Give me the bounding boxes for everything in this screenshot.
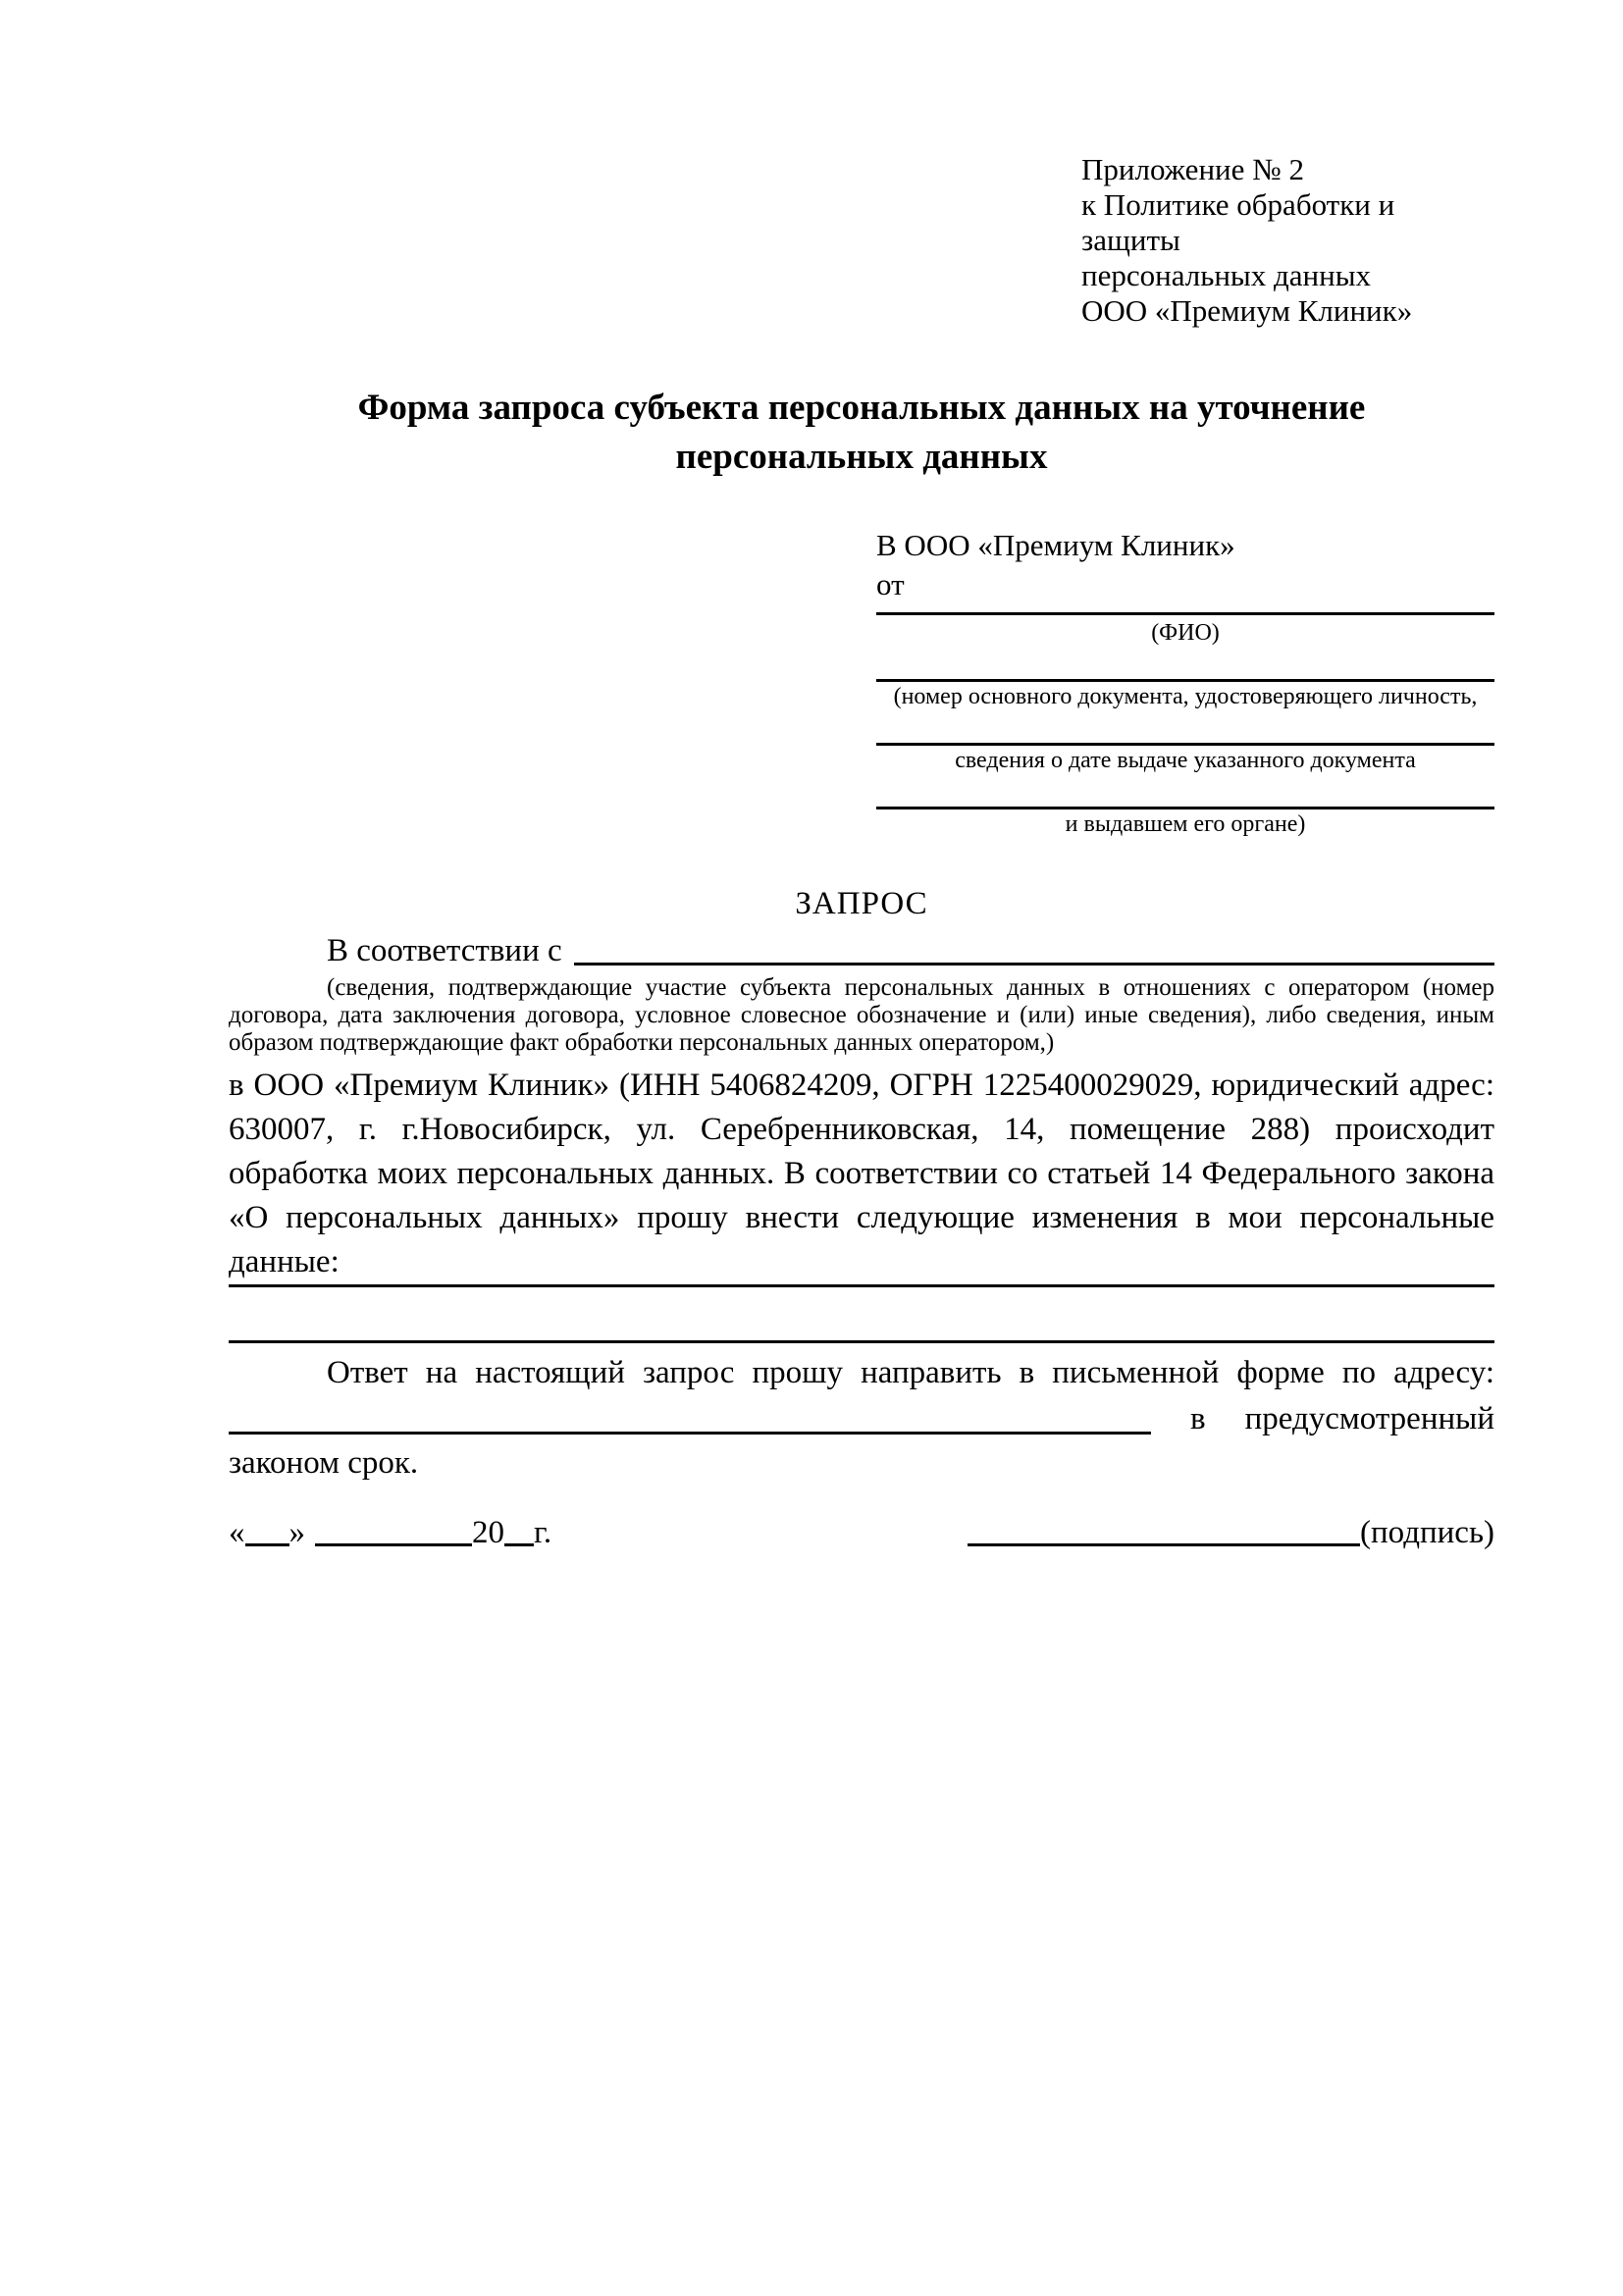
form-title-line-2: персональных данных (675, 437, 1048, 477)
footer-row (229, 1511, 1494, 1555)
request-body: в ООО «Премиум Клиник» (ИНН 5406824209, ОГРН 1225400029029, юридический адрес: 630007, г. г.Новосибирск, ул. Серебренниковская, 14, помещение 288) происходит обработка моих персональных данных. В соответствии со статьей 14 Федерального закона «О персональных данных» прошу внести следующие изменения в мои персональные данные: (229, 1068, 1494, 1279)
date-year-field[interactable] (504, 1518, 534, 1546)
doc-number-field-line[interactable] (876, 648, 1494, 682)
date-year-prefix: 20 (472, 1515, 504, 1550)
appendix-block (1081, 152, 1494, 329)
fio-caption: (ФИО) (1151, 620, 1220, 646)
request-heading: ЗАПРОС (795, 886, 928, 921)
doc-authority-field-line[interactable] (876, 775, 1494, 809)
addressee-block (876, 526, 1494, 839)
reply-final-line: законом срок. (229, 1445, 419, 1481)
doc-number-caption: (номер основного документа, удостоверяющего личность, (893, 684, 1478, 709)
basis-field-line[interactable] (574, 929, 1494, 965)
appendix-line-3: персональных данных (1081, 258, 1372, 292)
addressee-to: В ООО «Премиум Клиник» (876, 528, 1235, 562)
changes-field-line-1[interactable] (229, 1284, 1494, 1287)
doc-authority-caption: и выдавшем его органе) (1065, 811, 1306, 837)
appendix-line-1: Приложение № 2 (1081, 152, 1304, 186)
doc-date-field-line[interactable] (876, 711, 1494, 746)
form-title (229, 384, 1494, 482)
basis-note: (сведения, подтверждающие участие субъекта персональных данных в отношениях с оператором (номер договора, дата заключения договора, условное словесное обозначение и (или) иные сведения), либо сведения, иным образом подтверждающие факт обработки персональных данных оператором,) (229, 974, 1494, 1056)
date-group (229, 1511, 551, 1555)
doc-date-caption: сведения о дате выдаче указанного документа (955, 748, 1416, 773)
form-title-line-1: Форма запроса субъекта персональных данных на уточнение (357, 388, 1366, 428)
date-close-quote: » (288, 1515, 305, 1550)
signature-group (968, 1511, 1494, 1555)
reply-word-predusmotrenny: предусмотренный (1244, 1401, 1494, 1436)
signature-caption: (подпись) (1360, 1515, 1494, 1550)
appendix-line-4: ООО «Премиум Клиник» (1081, 293, 1413, 328)
date-year-suffix: г. (534, 1515, 552, 1550)
changes-field-line-2[interactable] (229, 1340, 1494, 1343)
basis-prefix: В соответствии с (327, 933, 562, 968)
reply-address-sentence: Ответ на настоящий запрос прошу направить в письменной форме по адресу: (327, 1355, 1494, 1390)
date-month-field[interactable] (315, 1518, 472, 1546)
reply-word-v: в (1190, 1401, 1206, 1436)
fio-field-line[interactable] (876, 604, 1494, 615)
addressee-from-label: от (876, 567, 905, 601)
appendix-line-2: к Политике обработки и защиты (1081, 187, 1395, 257)
reply-address-row (229, 1395, 1494, 1441)
basis-row (229, 929, 1494, 972)
signature-field-line[interactable] (968, 1518, 1360, 1546)
date-day-field[interactable] (245, 1518, 289, 1546)
reply-address-field-line[interactable] (229, 1432, 1151, 1435)
date-open-quote: « (229, 1515, 245, 1550)
